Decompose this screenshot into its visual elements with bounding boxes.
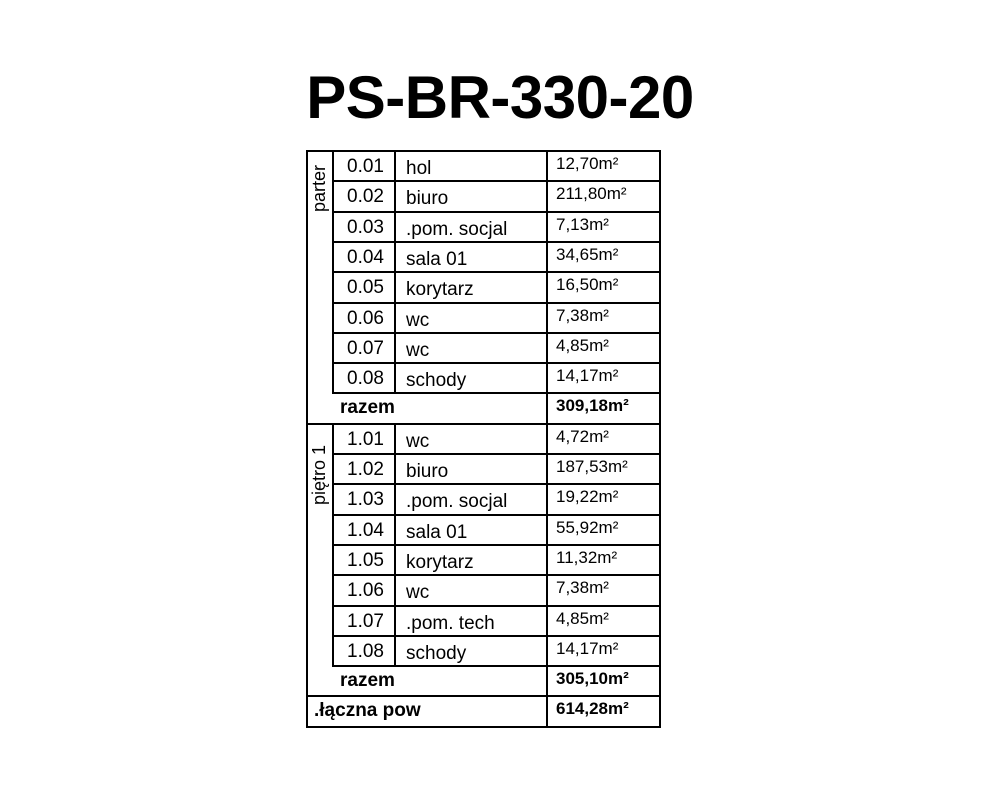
room-number: 1.04 (347, 519, 384, 541)
room-area: 7,38m² (556, 578, 609, 598)
room-name: korytarz (406, 551, 474, 573)
room-name: .pom. tech (406, 612, 495, 634)
room-name: sala 01 (406, 248, 468, 270)
grand-total-label: .łączna pow (314, 700, 421, 722)
column-rule (546, 695, 548, 725)
column-rule (332, 423, 334, 667)
room-area: 4,85m² (556, 335, 609, 355)
floor-total-label: razem (340, 670, 395, 692)
room-name: biuro (406, 461, 449, 482)
room-name: hol (406, 158, 432, 179)
room-name: schody (406, 642, 467, 664)
area-table (306, 150, 661, 728)
room-area: 55,92m² (556, 517, 619, 537)
column-rule (332, 150, 334, 394)
table-border (659, 150, 661, 728)
column-rule (546, 150, 548, 423)
room-number: 0.06 (347, 307, 384, 329)
room-name: wc (406, 339, 430, 361)
room-number: 1.06 (347, 580, 384, 602)
floor-total-area: 309,18m² (556, 396, 629, 416)
floor-label: parter (309, 164, 329, 212)
column-rule (394, 423, 396, 667)
room-area: 7,38m² (556, 305, 609, 325)
room-number: 0.01 (347, 156, 384, 177)
room-area: 11,32m² (556, 547, 618, 567)
page-title: PS-BR-330-20 (306, 64, 694, 131)
room-area: 12,70m² (556, 154, 619, 173)
floor-total-area: 305,10m² (556, 669, 629, 689)
room-number: 1.03 (347, 489, 384, 511)
room-name: .pom. socjal (406, 218, 508, 240)
floor-total-label: razem (340, 397, 395, 419)
room-area: 7,13m² (556, 214, 609, 234)
room-number: 1.05 (347, 549, 384, 571)
room-number: 1.07 (347, 610, 384, 632)
room-area: 211,80m² (556, 184, 627, 204)
table-rule (306, 726, 661, 728)
column-rule (394, 150, 396, 394)
room-area: 4,85m² (556, 608, 609, 628)
column-rule (546, 423, 548, 696)
room-area: 14,17m² (556, 638, 619, 658)
room-name: wc (406, 582, 430, 604)
room-name: korytarz (406, 279, 474, 301)
room-number: 1.02 (347, 459, 384, 480)
room-name: schody (406, 370, 467, 392)
room-number: 0.02 (347, 186, 384, 208)
room-number: 0.07 (347, 337, 384, 359)
room-number: 0.08 (347, 368, 384, 390)
room-name: wc (406, 309, 430, 331)
room-area: 4,72m² (556, 426, 609, 446)
room-area: 187,53m² (556, 457, 628, 476)
room-area: 34,65m² (556, 244, 619, 264)
table-border (306, 150, 308, 728)
room-area: 19,22m² (556, 487, 619, 507)
room-number: 1.08 (347, 640, 384, 662)
room-name: biuro (406, 188, 449, 210)
grand-total-area: 614,28m² (556, 699, 629, 719)
room-area: 14,17m² (556, 366, 619, 386)
room-number: 0.05 (347, 277, 384, 299)
room-area: 16,50m² (556, 275, 619, 295)
room-name: .pom. socjal (406, 491, 508, 513)
room-number: 0.03 (347, 216, 384, 238)
room-number: 0.04 (347, 246, 384, 268)
floor-label: piętro 1 (309, 444, 329, 505)
room-name: sala 01 (406, 521, 468, 543)
room-name: wc (406, 430, 430, 452)
room-number: 1.01 (347, 428, 384, 450)
